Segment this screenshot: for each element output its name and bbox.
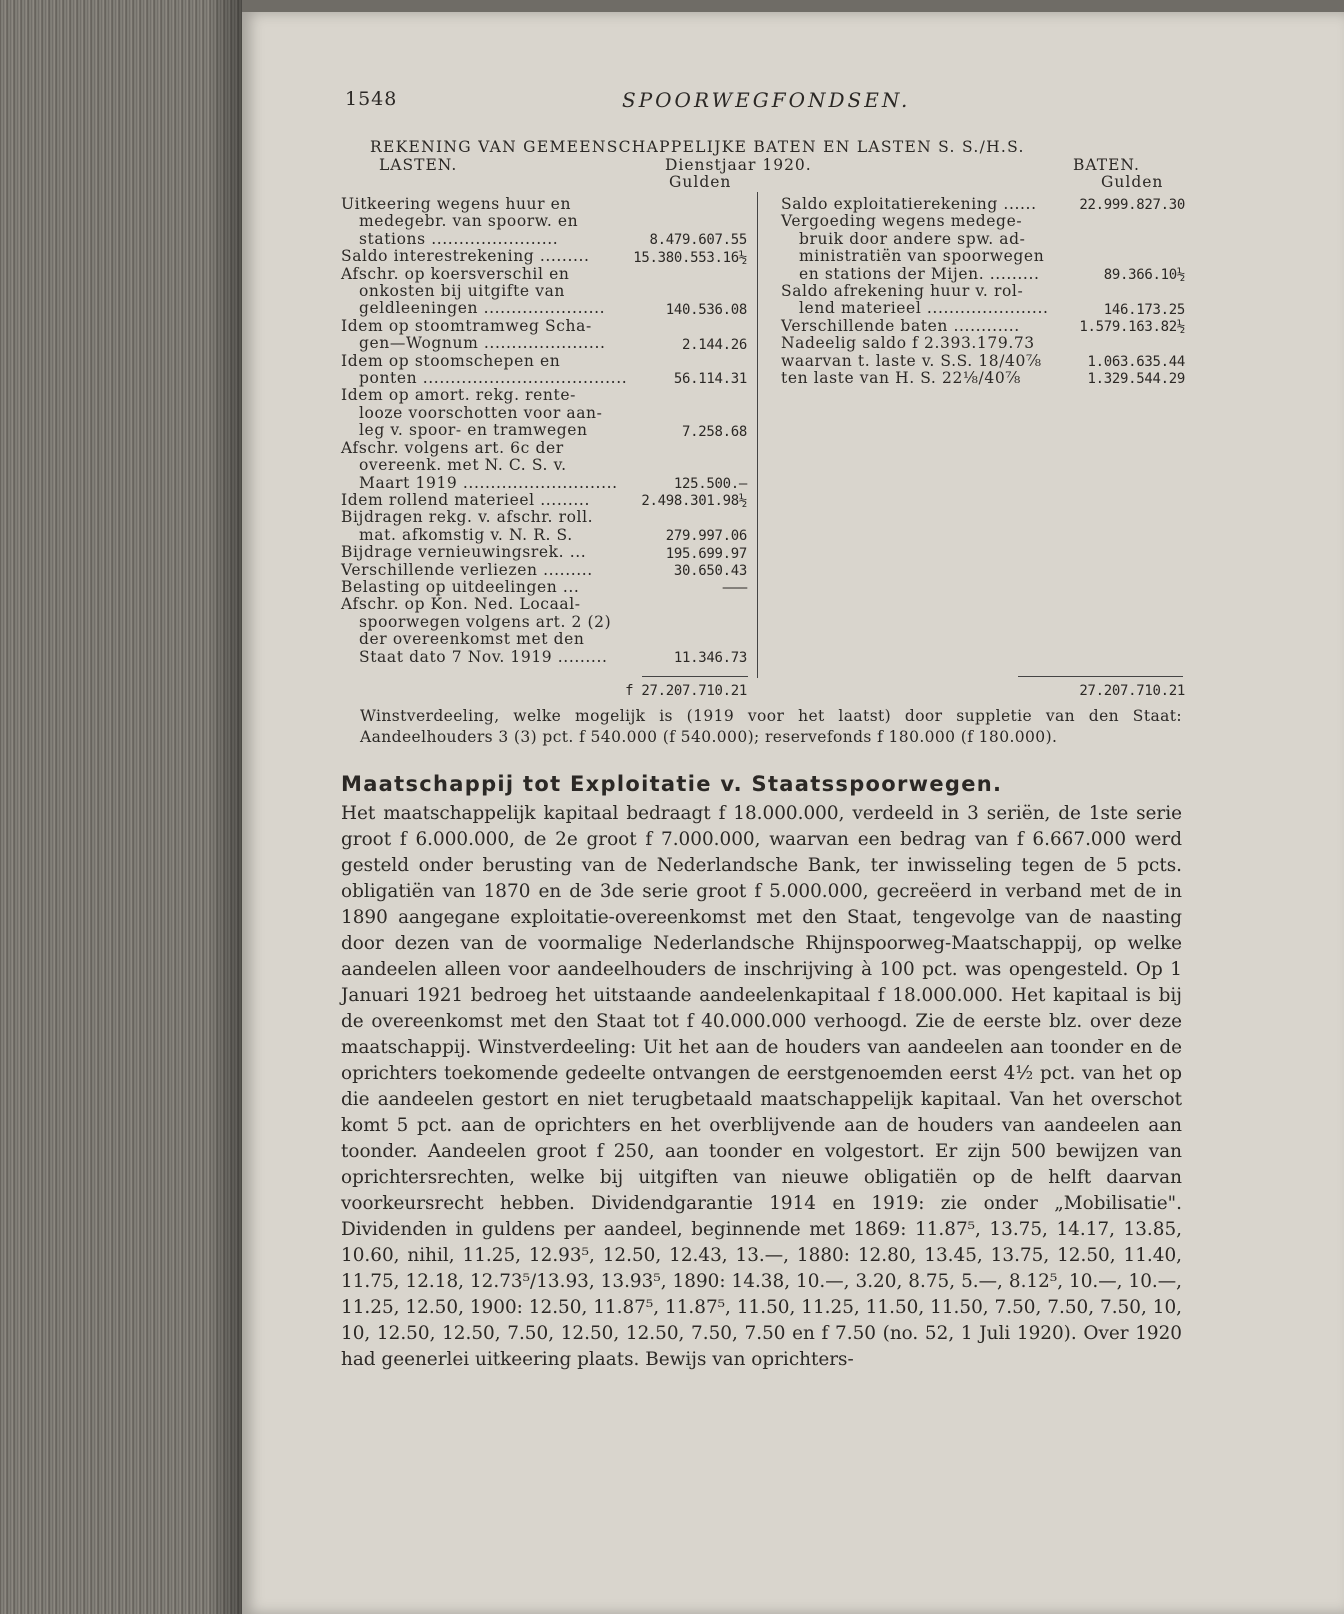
baten-entry-line [781,213,1185,230]
lasten-entry [341,544,747,561]
baten-entry [781,213,1185,283]
column-divider [757,192,758,678]
lasten-entry-line [341,649,747,666]
lasten-entry-label: der overeenkomst met den [359,630,585,649]
winstverdeeling-note: Winstverdeeling, welke mogelijk is (1919 voor het laatst) door suppletie van den Staat: Aandeelhouders 3 (3) pct. f 540.000 (f 540.000); reservefonds f 180.000 (f 180.000). [360,707,1182,746]
baten-entry-label: Saldo exploitatierekening ...... [781,195,1037,213]
lasten-entry-amount: 30.650.43 [673,562,747,579]
lasten-entry-line [341,370,747,387]
lasten-entry-label: Bijdrage vernieuwingsrek. ... [341,543,587,562]
lasten-entry-line [341,335,747,352]
baten-entry-line [781,231,1185,248]
baten-entry-amount: 22.999.827.30 [1079,197,1185,214]
baten-entry-line [781,196,1185,213]
right-unit-heading: Gulden [1101,173,1164,191]
baten-entry-label: ten laste van H. S. 22⅛/40⅞ [781,369,1021,388]
lasten-entry-label: spoorwegen volgens art. 2 (2) [359,612,612,631]
lasten-entry-line [341,579,747,596]
lasten-column [341,196,747,666]
lasten-entry [341,440,747,492]
lasten-entry-line [341,213,747,230]
lasten-entry-label: geldleeningen ...................... [359,299,606,318]
lasten-entry-label: Afschr. op koersverschil en [341,264,570,283]
baten-entry [781,370,1185,387]
lasten-entry-line [341,527,747,544]
lasten-entry-label: onkosten bij uitgifte van [359,282,566,301]
lasten-entry-amount: 11.346.73 [673,649,747,666]
lasten-entry-label: leg v. spoor- en tramwegen [359,421,588,440]
lasten-entry-amount: 8.479.607.55 [649,232,747,249]
lasten-entry [341,579,747,596]
baten-entry-line [781,300,1185,317]
lasten-entry-line [341,440,747,457]
body-paragraph: Het maatschappelijk kapitaal bedraagt f 18.000.000, verdeeld in 3 seriën, de 1ste serie groot f 6.000.000, de 2e groot f 7.000.000, waarvan een bedrag van f 6.667.000 werd gesteld onder berusting van de Nederlandsche Bank, ter inwisseling tegen de 5 pcts. obligatiën van 1870 en de 3de serie groot f 5.000.000, gecreëerd in verband met de in 1890 aangegane exploitatie-overeenkomst met den Staat, tengevolge van de naasting door dezen van de voormalige Nederlandsche Rhijnspoorweg-Maatschappij, op welke aandeelen alleen voor aandeelhouders de inschrijving à 100 pct. was opengesteld. Op 1 Januari 1921 bedroeg het uitstaande aandeelenkapitaal f 18.000.000. Het kapitaal is bij de overeenkomst met den Staat tot f 40.000.000 verhoogd. Zie de eerste blz. over deze maatschappij. Winstverdeeling: Uit het aan de houders van aandeelen aan toonder en de oprichters toekomende gedeelte ontvangen de eerstgenoemden eerst 4½ pct. van het op die aandeelen gestort en niet terugbetaald maatschappelijk kapitaal. Van het overschot komt 5 pct. aan de oprichters en het overblijvende aan de houders van aandeelen aan toonder. Aandeelen groot f 250, aan toonder en volgestort. Er zijn 500 bewijzen van oprichtersrechten, welke bij uitgiften van nieuwe obligatiën op de helft daarvan voorkeursrecht hebben. Dividendgarantie 1914 en 1919: zie onder „Mobilisatie". Dividenden in guldens per aandeel, beginnende met 1869: 11.87⁵, 13.75, 14.17, 13.85, 10.60, nihil, 11.25, 12.93⁵, 12.50, 12.43, 13.—, 1880: 12.80, 13.45, 13.75, 12.50, 11.40, 11.75, 12.18, 12.73⁵/13.93, 13.93⁵, 1890: 14.38, 10.—, 3.20, 8.75, 5.—, 8.12⁵, 10.—, 10.—, 11.25, 12.50, 1900: 12.50, 11.87⁵, 11.87⁵, 11.50, 11.25, 11.50, 11.50, 7.50, 7.50, 7.50, 10, 10, 12.50, 12.50, 7.50, 12.50, 12.50, 7.50, 7.50 en f 7.50 (no. 52, 1 Juli 1920). Over 1920 had geenerlei uitkeering plaats. Bewijs van oprichters- [341,803,1182,1370]
baten-entry-line [781,283,1185,300]
baten-entry-label: lend materieel ...................... [799,299,1049,318]
lasten-entry-label: Maart 1919 ............................ [359,473,618,492]
baten-entry-label: waarvan t. laste v. S.S. 18/40⅞ [781,351,1042,370]
lasten-entry-line [341,631,747,648]
baten-entry-amount: 1.063.635.44 [1087,354,1185,371]
lasten-entry-amount: 195.699.97 [665,545,747,562]
lasten-entry-label: Verschillende verliezen ......... [341,560,593,579]
baten-entry-amount: 1.579.163.82½ [1079,319,1185,336]
lasten-entry-label: stations ....................... [359,229,559,248]
lasten-entry-line [341,318,747,335]
lasten-entry-label: Saldo interestrekening ......... [341,247,590,266]
lasten-entry [341,266,747,318]
lasten-entry-line [341,353,747,370]
left-unit-heading: Gulden [669,173,732,191]
baten-entry-label: Verschillende baten ............ [781,316,1020,335]
table-title: REKENING VAN GEMEENSCHAPPELIJKE BATEN EN LASTEN S. S./H.S. [370,138,1025,156]
lasten-entry-line [341,266,747,283]
baten-entry-line [781,353,1185,370]
baten-entry [781,196,1185,213]
lasten-entry-line [341,596,747,613]
lasten-entry-line [341,300,747,317]
baten-entry-line [781,266,1185,283]
lasten-entry-line [341,562,747,579]
lasten-entry-amount: 2.498.301.98½ [641,493,747,510]
lasten-entry [341,562,747,579]
lasten-entry-line [341,231,747,248]
section-body [341,801,1182,1373]
lasten-entry-line [341,387,747,404]
lasten-entry [341,387,747,439]
baten-heading: BATEN. [1073,156,1140,174]
baten-entry-line [781,318,1185,335]
lasten-entry-line [341,405,747,422]
lasten-entry-label: Afschr. op Kon. Ned. Locaal- [341,595,581,614]
lasten-entry [341,353,747,388]
lasten-entry-amount: 56.114.31 [673,371,747,388]
baten-entry [781,335,1185,352]
baten-entry-amount: 146.173.25 [1103,301,1185,318]
lasten-entry-label: looze voorschotten voor aan- [359,403,603,422]
baten-entry-label: Nadeelig saldo f 2.393.179.73 [781,334,1035,353]
lasten-entry-amount: ——— [722,580,747,597]
baten-entry [781,318,1185,335]
lasten-entry [341,318,747,353]
lasten-entry-label: Staat dato 7 Nov. 1919 ......... [359,647,608,666]
baten-entry [781,353,1185,370]
lasten-entry-label: Afschr. volgens art. 6c der [341,438,564,457]
baten-entry-line [781,370,1185,387]
baten-entry-label: Saldo afrekening huur v. rol- [781,282,1024,301]
lasten-entry-label: Uitkeering wegens huur en [341,195,572,213]
baten-entry-line [781,335,1185,352]
lasten-entry-label: Idem op stoomtramweg Scha- [341,316,592,335]
lasten-entry [341,509,747,544]
lasten-entry-line [341,475,747,492]
lasten-entry-amount: 279.997.06 [665,528,747,545]
lasten-entry-amount: 2.144.26 [681,336,747,353]
lasten-heading: LASTEN. [379,156,458,174]
lasten-entry-label: medegebr. van spoorw. en [359,212,579,231]
lasten-entry-label: Idem op stoomschepen en [341,351,561,370]
lasten-entry [341,248,747,265]
lasten-entry-label: ponten ..................................... [359,369,628,388]
left-total-rule [642,676,748,677]
baten-entry-label: bruik door andere spw. ad- [799,229,1026,248]
baten-entry-label: ministratiën van spoorwegen [799,247,1045,266]
lasten-entry-label: overeenk. met N. C. S. v. [359,456,567,475]
lasten-entry [341,596,747,666]
right-total-rule [1018,676,1183,677]
lasten-entry-line [341,283,747,300]
dienstjaar-heading: Dienstjaar 1920. [665,156,812,174]
book-page-edges [0,0,242,1614]
lasten-entry-line [341,457,747,474]
lasten-entry-label: Idem rollend materieel ......... [341,490,590,509]
lasten-entry-line [341,509,747,526]
lasten-entry-line [341,196,747,213]
lasten-entry-label: mat. afkomstig v. N. R. S. [359,525,573,544]
baten-entry-amount: 1.329.544.29 [1087,371,1185,388]
baten-entry-amount: 89.366.10½ [1103,267,1185,284]
lasten-entry-line [341,422,747,439]
running-head: SPOORWEGFONDSEN. [622,88,911,112]
lasten-entry-amount: 7.258.68 [681,423,747,440]
lasten-entry-label: Idem op amort. rekg. rente- [341,386,576,405]
baten-total: 27.207.710.21 [1079,683,1185,699]
baten-entry-line [781,248,1185,265]
baten-entry-label: Vergoeding wegens medege- [781,212,1023,231]
lasten-entry-line [341,248,747,265]
lasten-entry-amount: 125.500.— [673,475,747,492]
baten-column [781,196,1185,387]
lasten-entry-label: gen—Wognum ...................... [359,334,606,353]
baten-entry [781,283,1185,318]
lasten-entry-amount: 15.380.553.16½ [633,249,747,266]
lasten-entry [341,492,747,509]
lasten-entry-label: Belasting op uitdeelingen ... [341,577,580,596]
lasten-entry-label: Bijdragen rekg. v. afschr. roll. [341,508,594,527]
baten-entry-label: en stations der Mijen. ......... [799,264,1040,283]
lasten-entry [341,196,747,248]
lasten-entry-line [341,544,747,561]
lasten-entry-line [341,492,747,509]
lasten-entry-amount: 140.536.08 [665,301,747,318]
section-title: Maatschappij tot Exploitatie v. Staatsspoorwegen. [341,772,1003,796]
lasten-entry-line [341,614,747,631]
lasten-total: f 27.207.710.21 [625,683,747,699]
page-number: 1548 [345,88,398,110]
